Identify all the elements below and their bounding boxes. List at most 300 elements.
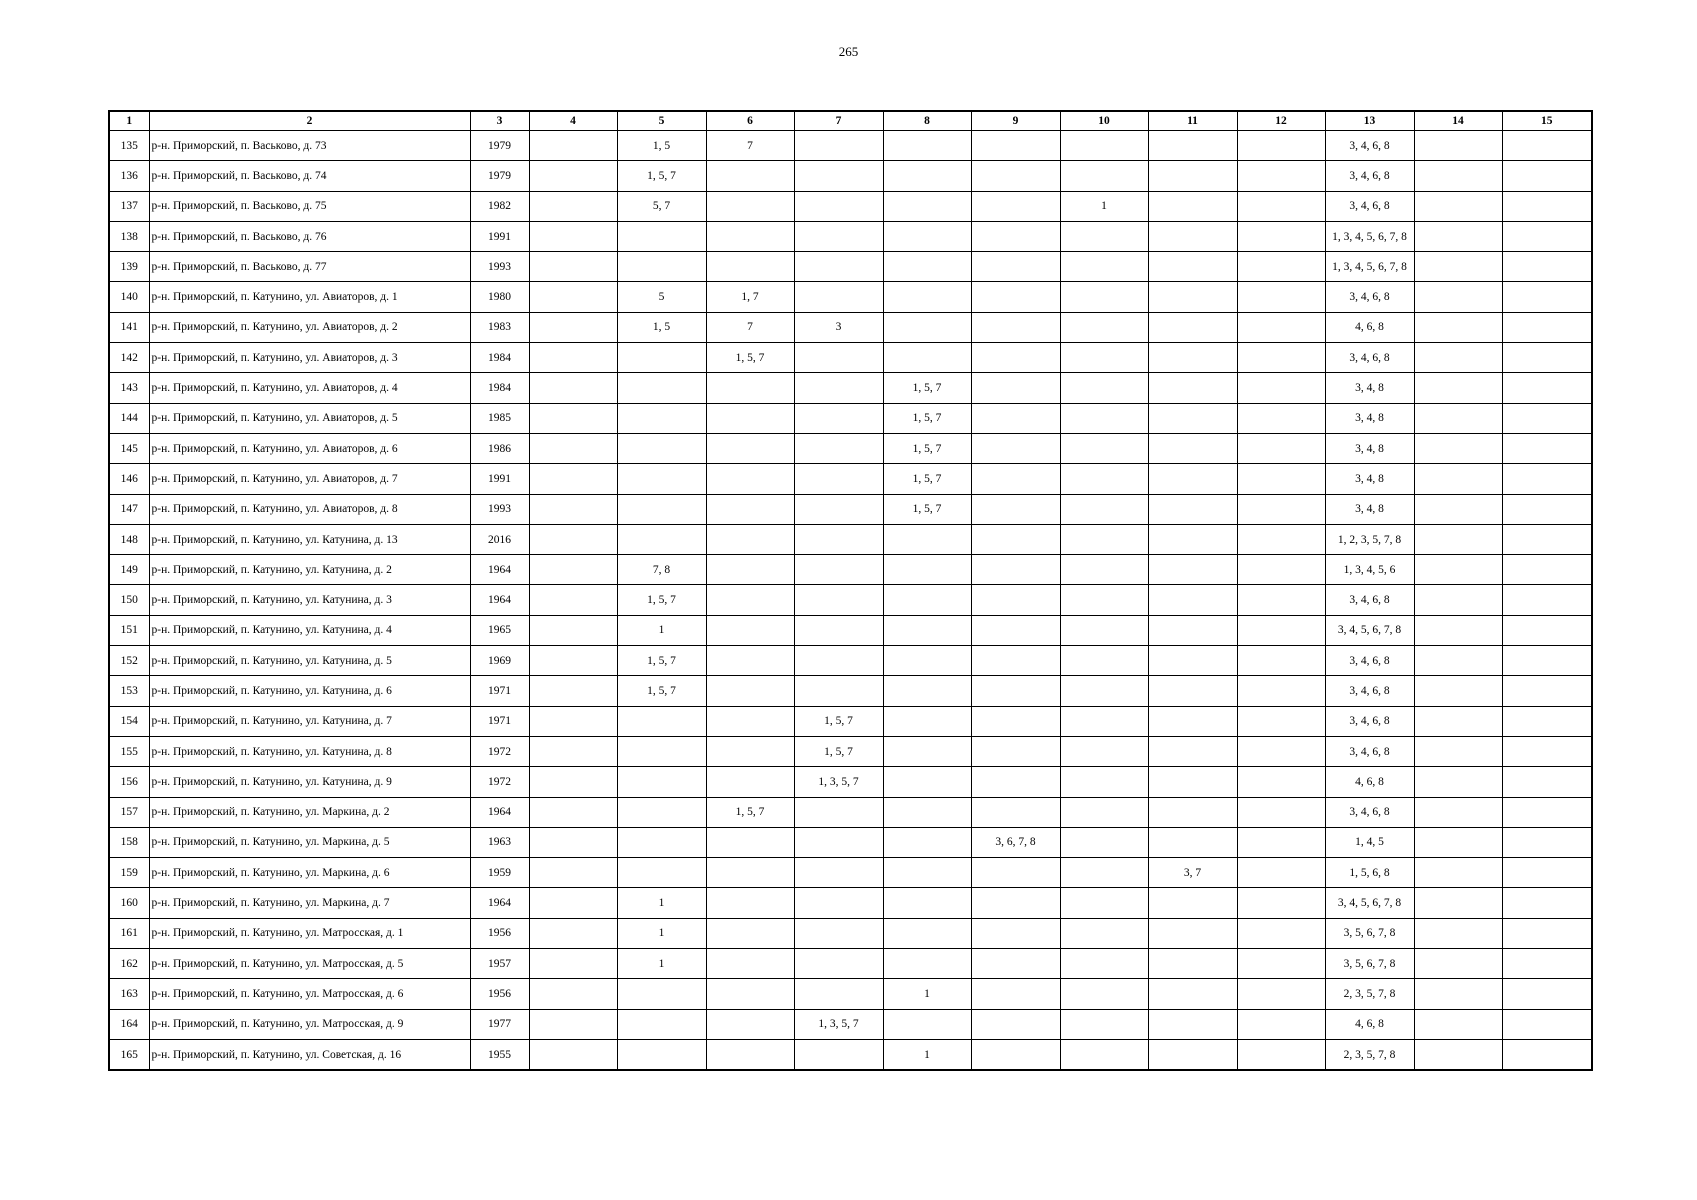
- table-cell: 1: [1060, 191, 1148, 221]
- table-cell: [794, 343, 883, 373]
- table-cell: [1502, 464, 1592, 494]
- table-cell: [971, 736, 1060, 766]
- table-cell: [1148, 827, 1237, 857]
- table-cell: [1148, 403, 1237, 433]
- table-cell: [883, 706, 971, 736]
- table-cell: 3, 5, 6, 7, 8: [1325, 949, 1414, 979]
- table-cell: [1237, 676, 1325, 706]
- row-number-cell: 142: [109, 343, 149, 373]
- table-cell: [1237, 1009, 1325, 1039]
- table-row: [109, 615, 1592, 645]
- table-row: [109, 464, 1592, 494]
- table-cell: [971, 252, 1060, 282]
- year-cell: 1984: [470, 373, 529, 403]
- table-cell: [529, 161, 617, 191]
- row-number-cell: 160: [109, 888, 149, 918]
- table-cell: [1502, 858, 1592, 888]
- table-cell: [529, 343, 617, 373]
- table-cell: [1502, 312, 1592, 342]
- table-row: [109, 555, 1592, 585]
- table-cell: [883, 797, 971, 827]
- table-cell: 1, 5, 7: [794, 706, 883, 736]
- address-cell: р-н. Приморский, п. Катунино, ул. Маркина, д. 6: [149, 858, 470, 888]
- table-cell: [1060, 979, 1148, 1009]
- address-cell: р-н. Приморский, п. Катунино, ул. Авиаторов, д. 6: [149, 433, 470, 463]
- table-cell: [1502, 706, 1592, 736]
- table-cell: [794, 191, 883, 221]
- row-number-cell: 149: [109, 555, 149, 585]
- table-cell: [1237, 827, 1325, 857]
- table-cell: [1148, 131, 1237, 161]
- year-cell: 1964: [470, 555, 529, 585]
- table-cell: 1: [617, 918, 706, 948]
- table-cell: 4, 6, 8: [1325, 312, 1414, 342]
- year-cell: 1993: [470, 494, 529, 524]
- table-cell: [794, 221, 883, 251]
- row-number-cell: 165: [109, 1039, 149, 1070]
- table-cell: [1148, 464, 1237, 494]
- address-cell: р-н. Приморский, п. Катунино, ул. Авиаторов, д. 8: [149, 494, 470, 524]
- table-cell: [1060, 858, 1148, 888]
- row-number-cell: 137: [109, 191, 149, 221]
- table-cell: [1148, 343, 1237, 373]
- table-cell: [971, 949, 1060, 979]
- table-cell: [1502, 494, 1592, 524]
- address-cell: р-н. Приморский, п. Катунино, ул. Авиаторов, д. 5: [149, 403, 470, 433]
- table-cell: [1148, 312, 1237, 342]
- row-number-cell: 150: [109, 585, 149, 615]
- row-number-cell: 139: [109, 252, 149, 282]
- table-cell: [529, 797, 617, 827]
- table-cell: 3, 4, 6, 8: [1325, 131, 1414, 161]
- table-cell: [706, 949, 794, 979]
- column-header-5: 5: [617, 111, 706, 131]
- table-cell: [883, 858, 971, 888]
- table-cell: [706, 615, 794, 645]
- table-cell: [971, 555, 1060, 585]
- table-cell: [1060, 676, 1148, 706]
- table-row: [109, 221, 1592, 251]
- table-cell: [1414, 585, 1502, 615]
- table-cell: [883, 646, 971, 676]
- table-cell: [971, 615, 1060, 645]
- table-cell: [1414, 736, 1502, 766]
- table-cell: [617, 979, 706, 1009]
- table-cell: [1237, 161, 1325, 191]
- table-cell: [1502, 343, 1592, 373]
- table-cell: 1, 5, 7: [794, 736, 883, 766]
- table-cell: [529, 736, 617, 766]
- table-cell: [617, 827, 706, 857]
- table-cell: [1414, 797, 1502, 827]
- table-cell: [883, 676, 971, 706]
- table-cell: [617, 797, 706, 827]
- table-cell: 1, 4, 5: [1325, 827, 1414, 857]
- address-cell: р-н. Приморский, п. Катунино, ул. Катунина, д. 9: [149, 767, 470, 797]
- table-cell: [971, 918, 1060, 948]
- table-cell: [1414, 979, 1502, 1009]
- table-row: [109, 888, 1592, 918]
- table-cell: [529, 464, 617, 494]
- year-cell: 1991: [470, 464, 529, 494]
- year-cell: 1955: [470, 1039, 529, 1070]
- table-cell: [529, 221, 617, 251]
- address-cell: р-н. Приморский, п. Катунино, ул. Маркина, д. 2: [149, 797, 470, 827]
- table-cell: [529, 888, 617, 918]
- year-cell: 1964: [470, 888, 529, 918]
- table-cell: 1: [883, 1039, 971, 1070]
- year-cell: 1979: [470, 131, 529, 161]
- table-row: [109, 403, 1592, 433]
- table-cell: [529, 312, 617, 342]
- table-cell: [1060, 1039, 1148, 1070]
- table-cell: [1502, 949, 1592, 979]
- table-cell: [1502, 676, 1592, 706]
- address-cell: р-н. Приморский, п. Катунино, ул. Авиаторов, д. 3: [149, 343, 470, 373]
- table-cell: [1502, 252, 1592, 282]
- table-row: [109, 494, 1592, 524]
- table-cell: [794, 918, 883, 948]
- table-cell: [1237, 494, 1325, 524]
- table-cell: [1414, 282, 1502, 312]
- table-cell: [971, 494, 1060, 524]
- address-cell: р-н. Приморский, п. Катунино, ул. Матросская, д. 9: [149, 1009, 470, 1039]
- page-number: 265: [838, 44, 859, 59]
- table-cell: [529, 131, 617, 161]
- table-cell: [1237, 524, 1325, 554]
- table-cell: [1414, 191, 1502, 221]
- column-header-12: 12: [1237, 111, 1325, 131]
- column-header-15: 15: [1502, 111, 1592, 131]
- address-cell: р-н. Приморский, п. Катунино, ул. Катунина, д. 13: [149, 524, 470, 554]
- year-cell: 1986: [470, 433, 529, 463]
- address-cell: р-н. Приморский, п. Катунино, ул. Катунина, д. 7: [149, 706, 470, 736]
- table-cell: [883, 767, 971, 797]
- table-cell: [1237, 555, 1325, 585]
- table-cell: [971, 676, 1060, 706]
- table-cell: [794, 1039, 883, 1070]
- table-cell: [1148, 615, 1237, 645]
- table-cell: [1060, 312, 1148, 342]
- address-cell: р-н. Приморский, п. Васьково, д. 75: [149, 191, 470, 221]
- table-cell: [1060, 403, 1148, 433]
- table-cell: [1502, 373, 1592, 403]
- table-cell: [1414, 949, 1502, 979]
- table-row: [109, 252, 1592, 282]
- table-cell: [529, 949, 617, 979]
- table-cell: [529, 282, 617, 312]
- table-cell: [794, 888, 883, 918]
- table-cell: [971, 585, 1060, 615]
- table-cell: 1: [617, 615, 706, 645]
- table-cell: 1: [617, 888, 706, 918]
- address-cell: р-н. Приморский, п. Катунино, ул. Матросская, д. 6: [149, 979, 470, 1009]
- table-cell: [1060, 494, 1148, 524]
- table-cell: [529, 676, 617, 706]
- table-cell: [529, 433, 617, 463]
- table-cell: [1237, 706, 1325, 736]
- table-cell: [794, 676, 883, 706]
- table-cell: [1502, 827, 1592, 857]
- table-cell: [794, 797, 883, 827]
- table-row: [109, 282, 1592, 312]
- table-row: [109, 676, 1592, 706]
- table-cell: [971, 524, 1060, 554]
- table-cell: [1060, 949, 1148, 979]
- table-cell: [1237, 888, 1325, 918]
- table-cell: [1148, 494, 1237, 524]
- table-cell: [617, 221, 706, 251]
- row-number-cell: 144: [109, 403, 149, 433]
- table-cell: [794, 464, 883, 494]
- table-cell: [1502, 615, 1592, 645]
- column-header-6: 6: [706, 111, 794, 131]
- address-cell: р-н. Приморский, п. Васьково, д. 76: [149, 221, 470, 251]
- table-cell: 3, 4, 8: [1325, 403, 1414, 433]
- table-cell: [794, 646, 883, 676]
- table-cell: 1, 3, 5, 7: [794, 1009, 883, 1039]
- table-cell: 7, 8: [617, 555, 706, 585]
- row-number-cell: 158: [109, 827, 149, 857]
- table-cell: [1148, 676, 1237, 706]
- table-cell: 1, 5, 6, 8: [1325, 858, 1414, 888]
- table-cell: [1237, 767, 1325, 797]
- table-cell: [1237, 282, 1325, 312]
- table-cell: 3, 4, 5, 6, 7, 8: [1325, 615, 1414, 645]
- year-cell: 1964: [470, 585, 529, 615]
- row-number-cell: 164: [109, 1009, 149, 1039]
- table-cell: [617, 736, 706, 766]
- table-cell: [529, 979, 617, 1009]
- table-cell: [529, 191, 617, 221]
- table-cell: [1502, 888, 1592, 918]
- table-cell: 5: [617, 282, 706, 312]
- year-cell: 1993: [470, 252, 529, 282]
- table-cell: [1060, 524, 1148, 554]
- table-cell: [794, 979, 883, 1009]
- table-cell: [971, 1039, 1060, 1070]
- table-cell: [706, 767, 794, 797]
- year-cell: 1956: [470, 979, 529, 1009]
- column-header-8: 8: [883, 111, 971, 131]
- year-cell: 1977: [470, 1009, 529, 1039]
- table-row: [109, 736, 1592, 766]
- table-cell: [971, 979, 1060, 1009]
- table-cell: 1, 3, 5, 7: [794, 767, 883, 797]
- table-cell: [1237, 615, 1325, 645]
- table-cell: [706, 464, 794, 494]
- table-cell: 7: [706, 312, 794, 342]
- table-cell: [1414, 706, 1502, 736]
- table-cell: [1502, 979, 1592, 1009]
- table-cell: [1237, 736, 1325, 766]
- row-number-cell: 145: [109, 433, 149, 463]
- table-cell: [1148, 191, 1237, 221]
- table-cell: [1502, 524, 1592, 554]
- table-cell: [971, 403, 1060, 433]
- table-row: [109, 433, 1592, 463]
- table-row: [109, 706, 1592, 736]
- table-cell: [1414, 403, 1502, 433]
- row-number-cell: 136: [109, 161, 149, 191]
- row-number-cell: 141: [109, 312, 149, 342]
- table-cell: [1060, 706, 1148, 736]
- table-cell: [529, 585, 617, 615]
- table-cell: [617, 433, 706, 463]
- table-cell: [1148, 524, 1237, 554]
- column-header-10: 10: [1060, 111, 1148, 131]
- table-cell: 1, 5: [617, 312, 706, 342]
- table-cell: [706, 736, 794, 766]
- table-cell: [529, 494, 617, 524]
- table-cell: 1, 5, 7: [706, 343, 794, 373]
- table-cell: 3, 4, 8: [1325, 464, 1414, 494]
- address-cell: р-н. Приморский, п. Катунино, ул. Авиаторов, д. 4: [149, 373, 470, 403]
- table-row: [109, 191, 1592, 221]
- table-cell: 1, 3, 4, 5, 6: [1325, 555, 1414, 585]
- table-cell: [1414, 615, 1502, 645]
- table-cell: [617, 858, 706, 888]
- table-cell: [706, 191, 794, 221]
- table-cell: [1414, 555, 1502, 585]
- table-cell: [971, 706, 1060, 736]
- table-cell: 1, 5, 7: [617, 161, 706, 191]
- table-cell: [706, 555, 794, 585]
- table-cell: 3, 4, 6, 8: [1325, 706, 1414, 736]
- table-cell: [1414, 767, 1502, 797]
- year-cell: 1991: [470, 221, 529, 251]
- table-cell: [883, 312, 971, 342]
- table-cell: [706, 979, 794, 1009]
- table-cell: [1237, 221, 1325, 251]
- table-cell: [1237, 585, 1325, 615]
- table-cell: [1237, 343, 1325, 373]
- row-number-cell: 151: [109, 615, 149, 645]
- address-cell: р-н. Приморский, п. Катунино, ул. Катунина, д. 4: [149, 615, 470, 645]
- table-cell: [794, 827, 883, 857]
- table-cell: [1414, 221, 1502, 251]
- table-cell: [1414, 343, 1502, 373]
- table-cell: [1060, 433, 1148, 463]
- row-number-cell: 153: [109, 676, 149, 706]
- table-cell: [1148, 736, 1237, 766]
- table-cell: [529, 615, 617, 645]
- table-cell: [1148, 979, 1237, 1009]
- table-cell: [1148, 555, 1237, 585]
- table-cell: [529, 524, 617, 554]
- table-cell: [1148, 1039, 1237, 1070]
- table-cell: [1148, 797, 1237, 827]
- column-header-1: 1: [109, 111, 149, 131]
- table-cell: 3, 4, 6, 8: [1325, 797, 1414, 827]
- table-cell: [1502, 767, 1592, 797]
- table-cell: [1414, 1039, 1502, 1070]
- table-cell: [1060, 615, 1148, 645]
- table-cell: 3, 4, 6, 8: [1325, 161, 1414, 191]
- table-cell: [706, 888, 794, 918]
- table-cell: [883, 161, 971, 191]
- address-cell: р-н. Приморский, п. Катунино, ул. Матросская, д. 1: [149, 918, 470, 948]
- table-cell: [794, 373, 883, 403]
- table-cell: [529, 1009, 617, 1039]
- table-cell: 3: [794, 312, 883, 342]
- table-cell: [971, 797, 1060, 827]
- row-number-cell: 140: [109, 282, 149, 312]
- table-cell: [1414, 827, 1502, 857]
- table-cell: [1237, 1039, 1325, 1070]
- column-header-14: 14: [1414, 111, 1502, 131]
- address-cell: р-н. Приморский, п. Катунино, ул. Маркина, д. 7: [149, 888, 470, 918]
- table-cell: 3, 4, 5, 6, 7, 8: [1325, 888, 1414, 918]
- year-cell: 1957: [470, 949, 529, 979]
- table-cell: 4, 6, 8: [1325, 1009, 1414, 1039]
- table-cell: [1060, 767, 1148, 797]
- table-cell: [883, 252, 971, 282]
- address-cell: р-н. Приморский, п. Катунино, ул. Советская, д. 16: [149, 1039, 470, 1070]
- table-cell: [971, 191, 1060, 221]
- table-cell: [794, 949, 883, 979]
- table-cell: [1148, 767, 1237, 797]
- table-cell: [1502, 797, 1592, 827]
- table-cell: [883, 524, 971, 554]
- table-cell: [1148, 1009, 1237, 1039]
- table-cell: [883, 191, 971, 221]
- year-cell: 1972: [470, 767, 529, 797]
- table-cell: 3, 4, 6, 8: [1325, 736, 1414, 766]
- table-cell: [1148, 221, 1237, 251]
- table-cell: [794, 433, 883, 463]
- table-cell: [971, 161, 1060, 191]
- table-cell: [1060, 888, 1148, 918]
- address-cell: р-н. Приморский, п. Катунино, ул. Матросская, д. 5: [149, 949, 470, 979]
- table-cell: [706, 918, 794, 948]
- table-cell: [1060, 221, 1148, 251]
- table-cell: [1502, 646, 1592, 676]
- table-row: [109, 949, 1592, 979]
- table-cell: [1502, 585, 1592, 615]
- column-header-13: 13: [1325, 111, 1414, 131]
- table-cell: [617, 1009, 706, 1039]
- table-cell: [1502, 433, 1592, 463]
- address-cell: р-н. Приморский, п. Васьково, д. 74: [149, 161, 470, 191]
- table-cell: [1414, 161, 1502, 191]
- year-cell: 1964: [470, 797, 529, 827]
- table-cell: [1237, 191, 1325, 221]
- row-number-cell: 162: [109, 949, 149, 979]
- table-cell: [971, 1009, 1060, 1039]
- table-cell: [1237, 131, 1325, 161]
- year-cell: 1982: [470, 191, 529, 221]
- row-number-cell: 152: [109, 646, 149, 676]
- table-cell: [617, 343, 706, 373]
- table-cell: [617, 524, 706, 554]
- row-number-cell: 135: [109, 131, 149, 161]
- table-row: [109, 797, 1592, 827]
- table-cell: [1414, 1009, 1502, 1039]
- table-row: [109, 524, 1592, 554]
- table-cell: [1414, 131, 1502, 161]
- address-cell: р-н. Приморский, п. Васьково, д. 77: [149, 252, 470, 282]
- year-cell: 1979: [470, 161, 529, 191]
- year-cell: 1956: [470, 918, 529, 948]
- table-cell: 1: [617, 949, 706, 979]
- table-cell: 1, 3, 4, 5, 6, 7, 8: [1325, 252, 1414, 282]
- address-cell: р-н. Приморский, п. Катунино, ул. Катунина, д. 5: [149, 646, 470, 676]
- table-cell: [794, 494, 883, 524]
- table-body: [109, 131, 1592, 1071]
- table-cell: [617, 767, 706, 797]
- table-cell: 1: [883, 979, 971, 1009]
